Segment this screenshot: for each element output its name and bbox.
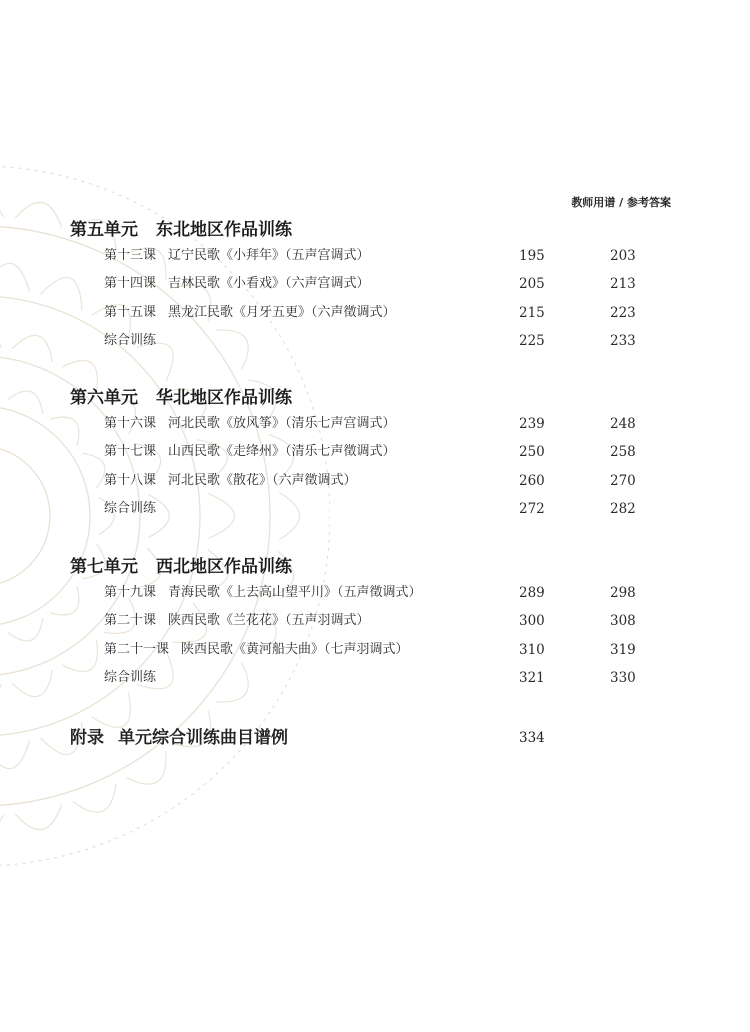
lesson-title: 吉林民歌《小看戏》（六声宫调式）: [168, 276, 370, 292]
answer-page-number: 223: [610, 304, 636, 321]
lesson-row[interactable]: [70, 438, 670, 466]
lesson-row[interactable]: [70, 607, 670, 635]
unit-number: 第七单元: [70, 557, 138, 577]
review-row[interactable]: [70, 664, 670, 692]
teacher-page-number: 215: [519, 304, 545, 321]
lesson-row[interactable]: [70, 270, 670, 298]
lesson-number: 第十八课: [104, 472, 157, 488]
lesson-number: 综合训练: [104, 332, 157, 348]
answer-page-number: 248: [610, 416, 636, 432]
appendix-row[interactable]: [70, 726, 670, 750]
lesson-title: 河北民歌《散花》（六声徵调式）: [168, 472, 357, 488]
answer-page-number: 298: [610, 585, 636, 601]
lesson-number: 第十四课: [104, 276, 157, 292]
teacher-page-number: 310: [519, 641, 545, 658]
lesson-title: 陕西民歌《兰花花》（五声羽调式）: [168, 613, 370, 629]
lesson-number: 第十五课: [104, 304, 157, 320]
teacher-page-number: 334: [519, 730, 545, 746]
lesson-title: 山西民歌《走绛州》（清乐七声徵调式）: [168, 444, 396, 460]
lesson-title: 河北民歌《放风筝》（清乐七声宫调式）: [168, 416, 396, 431]
lesson-number: 第十九课: [104, 585, 157, 600]
appendix-label: 附录: [70, 728, 104, 748]
lesson-row[interactable]: [70, 636, 670, 664]
lesson-title: 黑龙江民歌《月牙五更》（六声徵调式）: [168, 304, 396, 320]
lesson-row[interactable]: [70, 467, 670, 495]
review-row[interactable]: [70, 327, 670, 355]
teacher-page-number: 260: [519, 472, 545, 489]
answer-page-number: 213: [610, 276, 636, 293]
lesson-title: 青海民歌《上去高山望平川》（五声徵调式）: [168, 585, 422, 600]
appendix-title: [70, 726, 670, 750]
teacher-page-number: 300: [519, 613, 545, 630]
answer-page-number: 270: [610, 472, 636, 489]
unit-number: 第六单元: [70, 388, 138, 408]
unit-number: 第五单元: [70, 220, 138, 240]
lesson-number: 第十六课: [104, 416, 157, 431]
lesson-row[interactable]: [70, 410, 670, 438]
answer-page-number: 319: [610, 641, 636, 658]
teacher-page-number: 205: [519, 276, 545, 293]
teacher-page-number: 321: [519, 669, 545, 686]
unit-section: [70, 218, 670, 355]
lesson-row[interactable]: [70, 579, 670, 607]
appendix-name: 单元综合训练曲目谱例: [118, 728, 288, 748]
lesson-row[interactable]: [70, 299, 670, 327]
unit-title: [70, 386, 670, 410]
lesson-title: 辽宁民歌《小拜年》（五声宫调式）: [168, 248, 370, 263]
lesson-number: 第十三课: [104, 248, 157, 263]
answer-page-number: 308: [610, 613, 636, 630]
unit-name: 东北地区作品训练: [156, 220, 292, 240]
lesson-title: 陕西民歌《黄河船夫曲》（七声羽调式）: [181, 641, 409, 657]
answer-page-number: 282: [610, 500, 636, 517]
lesson-number: 综合训练: [104, 669, 157, 685]
page-header: 教师用谱 / 参考答案: [571, 196, 671, 209]
answer-page-number: 330: [610, 669, 636, 686]
teacher-page-number: 289: [519, 585, 545, 601]
unit-title: [70, 218, 670, 242]
review-row[interactable]: [70, 495, 670, 523]
lesson-number: 第十七课: [104, 444, 157, 460]
lesson-number: 第二十一课: [104, 641, 170, 657]
lesson-number: 综合训练: [104, 500, 157, 516]
lesson-number: 第二十课: [104, 613, 157, 629]
lesson-row[interactable]: [70, 242, 670, 270]
unit-section: [70, 555, 670, 692]
unit-title: [70, 555, 670, 579]
unit-name: 西北地区作品训练: [156, 557, 292, 577]
answer-page-number: 258: [610, 444, 636, 461]
teacher-page-number: 225: [519, 332, 545, 349]
teacher-page-number: 195: [519, 248, 545, 264]
unit-name: 华北地区作品训练: [156, 388, 292, 408]
unit-section: [70, 386, 670, 523]
answer-page-number: 233: [610, 332, 636, 349]
teacher-page-number: 272: [519, 500, 545, 517]
answer-page-number: 203: [610, 248, 636, 264]
teacher-page-number: 250: [519, 444, 545, 461]
teacher-page-number: 239: [519, 416, 545, 432]
